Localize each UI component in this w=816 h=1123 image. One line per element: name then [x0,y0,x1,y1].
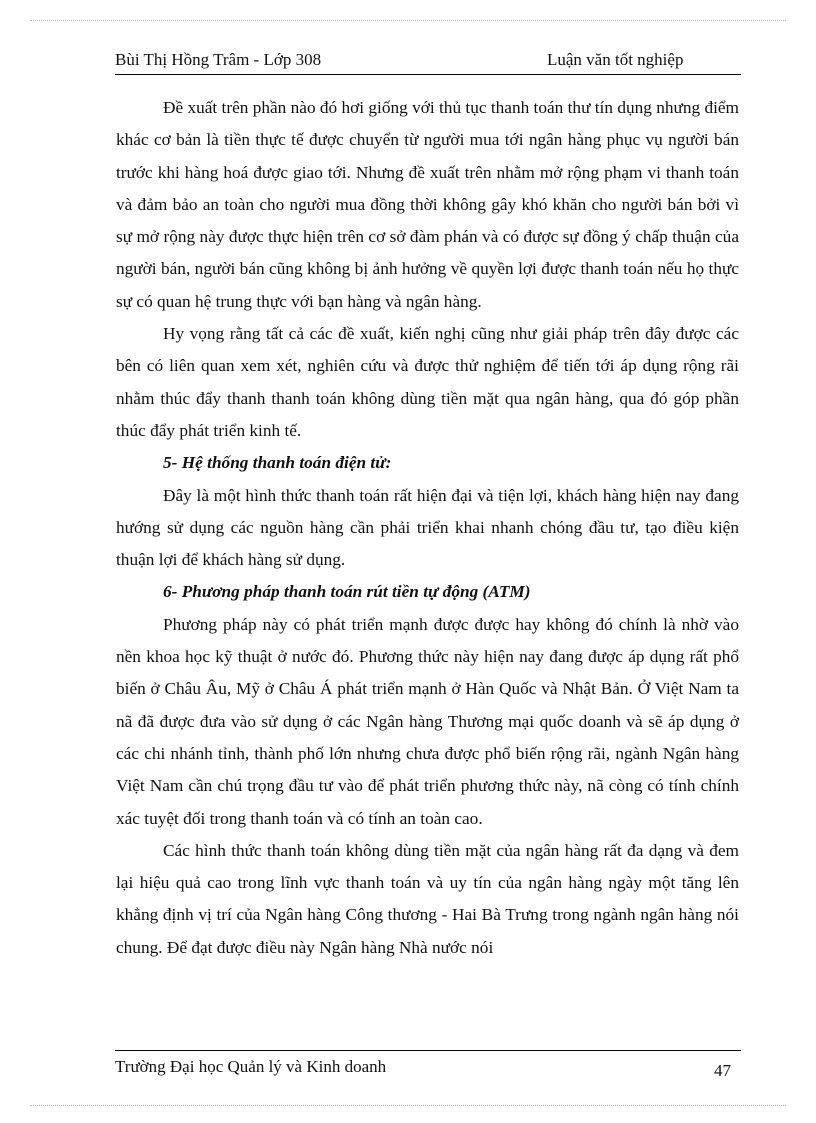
page-bottom-border [30,1105,786,1106]
page-footer [115,1050,741,1081]
paragraph-2: Hy vọng rằng tất cả các đề xuất, kiến nghị cũng như giải pháp trên đây được các bên có liên quan xem xét, nghiên cứu và được thử nghiệm để tiến tới áp dụng rộng rãi nhằm thúc đẩy thanh thanh toán không dùng tiền mặt qua ngân hàng, qua đó góp phần thúc đẩy phát triển kinh tế. [116,324,739,440]
paragraph-1: Đề xuất trên phần nào đó hơi giống với thủ tục thanh toán thư tín dụng nhưng điểm khác cơ bản là tiền thực tế được chuyển từ người mua tới ngân hàng phục vụ người bán trước khi hàng hoá được giao tới. Nhưng đề xuất trên nhằm mở rộng phạm vi thanh toán và đảm bảo an toàn cho người mua đồng thời không gây khó khăn cho người bán bởi vì sự mở rộng này được thực hiện trên cơ sở đàm phán và có được sự đồng ý chấp thuận của người bán, người bán cũng không bị ảnh hưởng về quyền lợi được thanh toán nếu họ thực sự có quan hệ trung thực với bạn hàng và ngân hàng. [116,98,740,311]
section-heading-5: 5- Hệ thống thanh toán điện tử: [163,453,392,473]
section-heading-6: 6- Phương pháp thanh toán rút tiền tự động (ATM) [163,582,531,602]
page-top-border [30,20,786,21]
header-title: Luận văn tốt nghiệp [547,50,684,69]
page-number: 47 [714,1061,731,1080]
header-author: Bùi Thị Hồng Trâm - Lớp 308 [115,50,322,69]
document-body [116,92,739,964]
paragraph-5: Các hình thức thanh toán không dùng tiền mặt của ngân hàng rất đa dạng và đem lại hiệu quả cao trong lĩnh vực thanh toán và uy tín của ngân hàng ngày một tăng lên khẳng định vị trí của Ngân hàng Công thương - Hai Bà Trưng trong ngành ngân hàng nói chung. Để đạt được điều này Ngân hàng Nhà nước nói [116,840,739,957]
footer-school: Trường Đại học Quản lý và Kinh doanh [115,1057,387,1076]
paragraph-4: Phương pháp này có phát triển mạnh được được hay không đó chính là nhờ vào nền khoa học kỹ thuật ở nước đó. Phương thức này hiện nay đang được áp dụng rất phổ biến ở Châu Âu, Mỹ ở Châu Á phát triển mạnh ở Hàn Quốc và Nhật Bản. Ở Việt Nam ta nã đã được đưa vào sử dụng ở các Ngân hàng Thương mại quốc doanh và sẽ áp dụng ở các chi nhánh tỉnh, thành phố lớn nhưng chưa được phổ biến rộng rãi, ngành Ngân hàng Việt Nam cần chú trọng đầu tư vào để phát triển phương thức này, nã còng có tính chính xác tuyệt đối trong thanh toán và có tính an toàn cao. [116,614,739,828]
page-header [115,48,741,75]
paragraph-3: Đây là một hình thức thanh toán rất hiện đại và tiện lợi, khách hàng hiện nay đang hướng sử dụng các nguồn hàng cần phải triển khai nhanh chóng đầu tư, tạo điều kiện thuận lợi để khách hàng sử dụng. [116,485,739,570]
